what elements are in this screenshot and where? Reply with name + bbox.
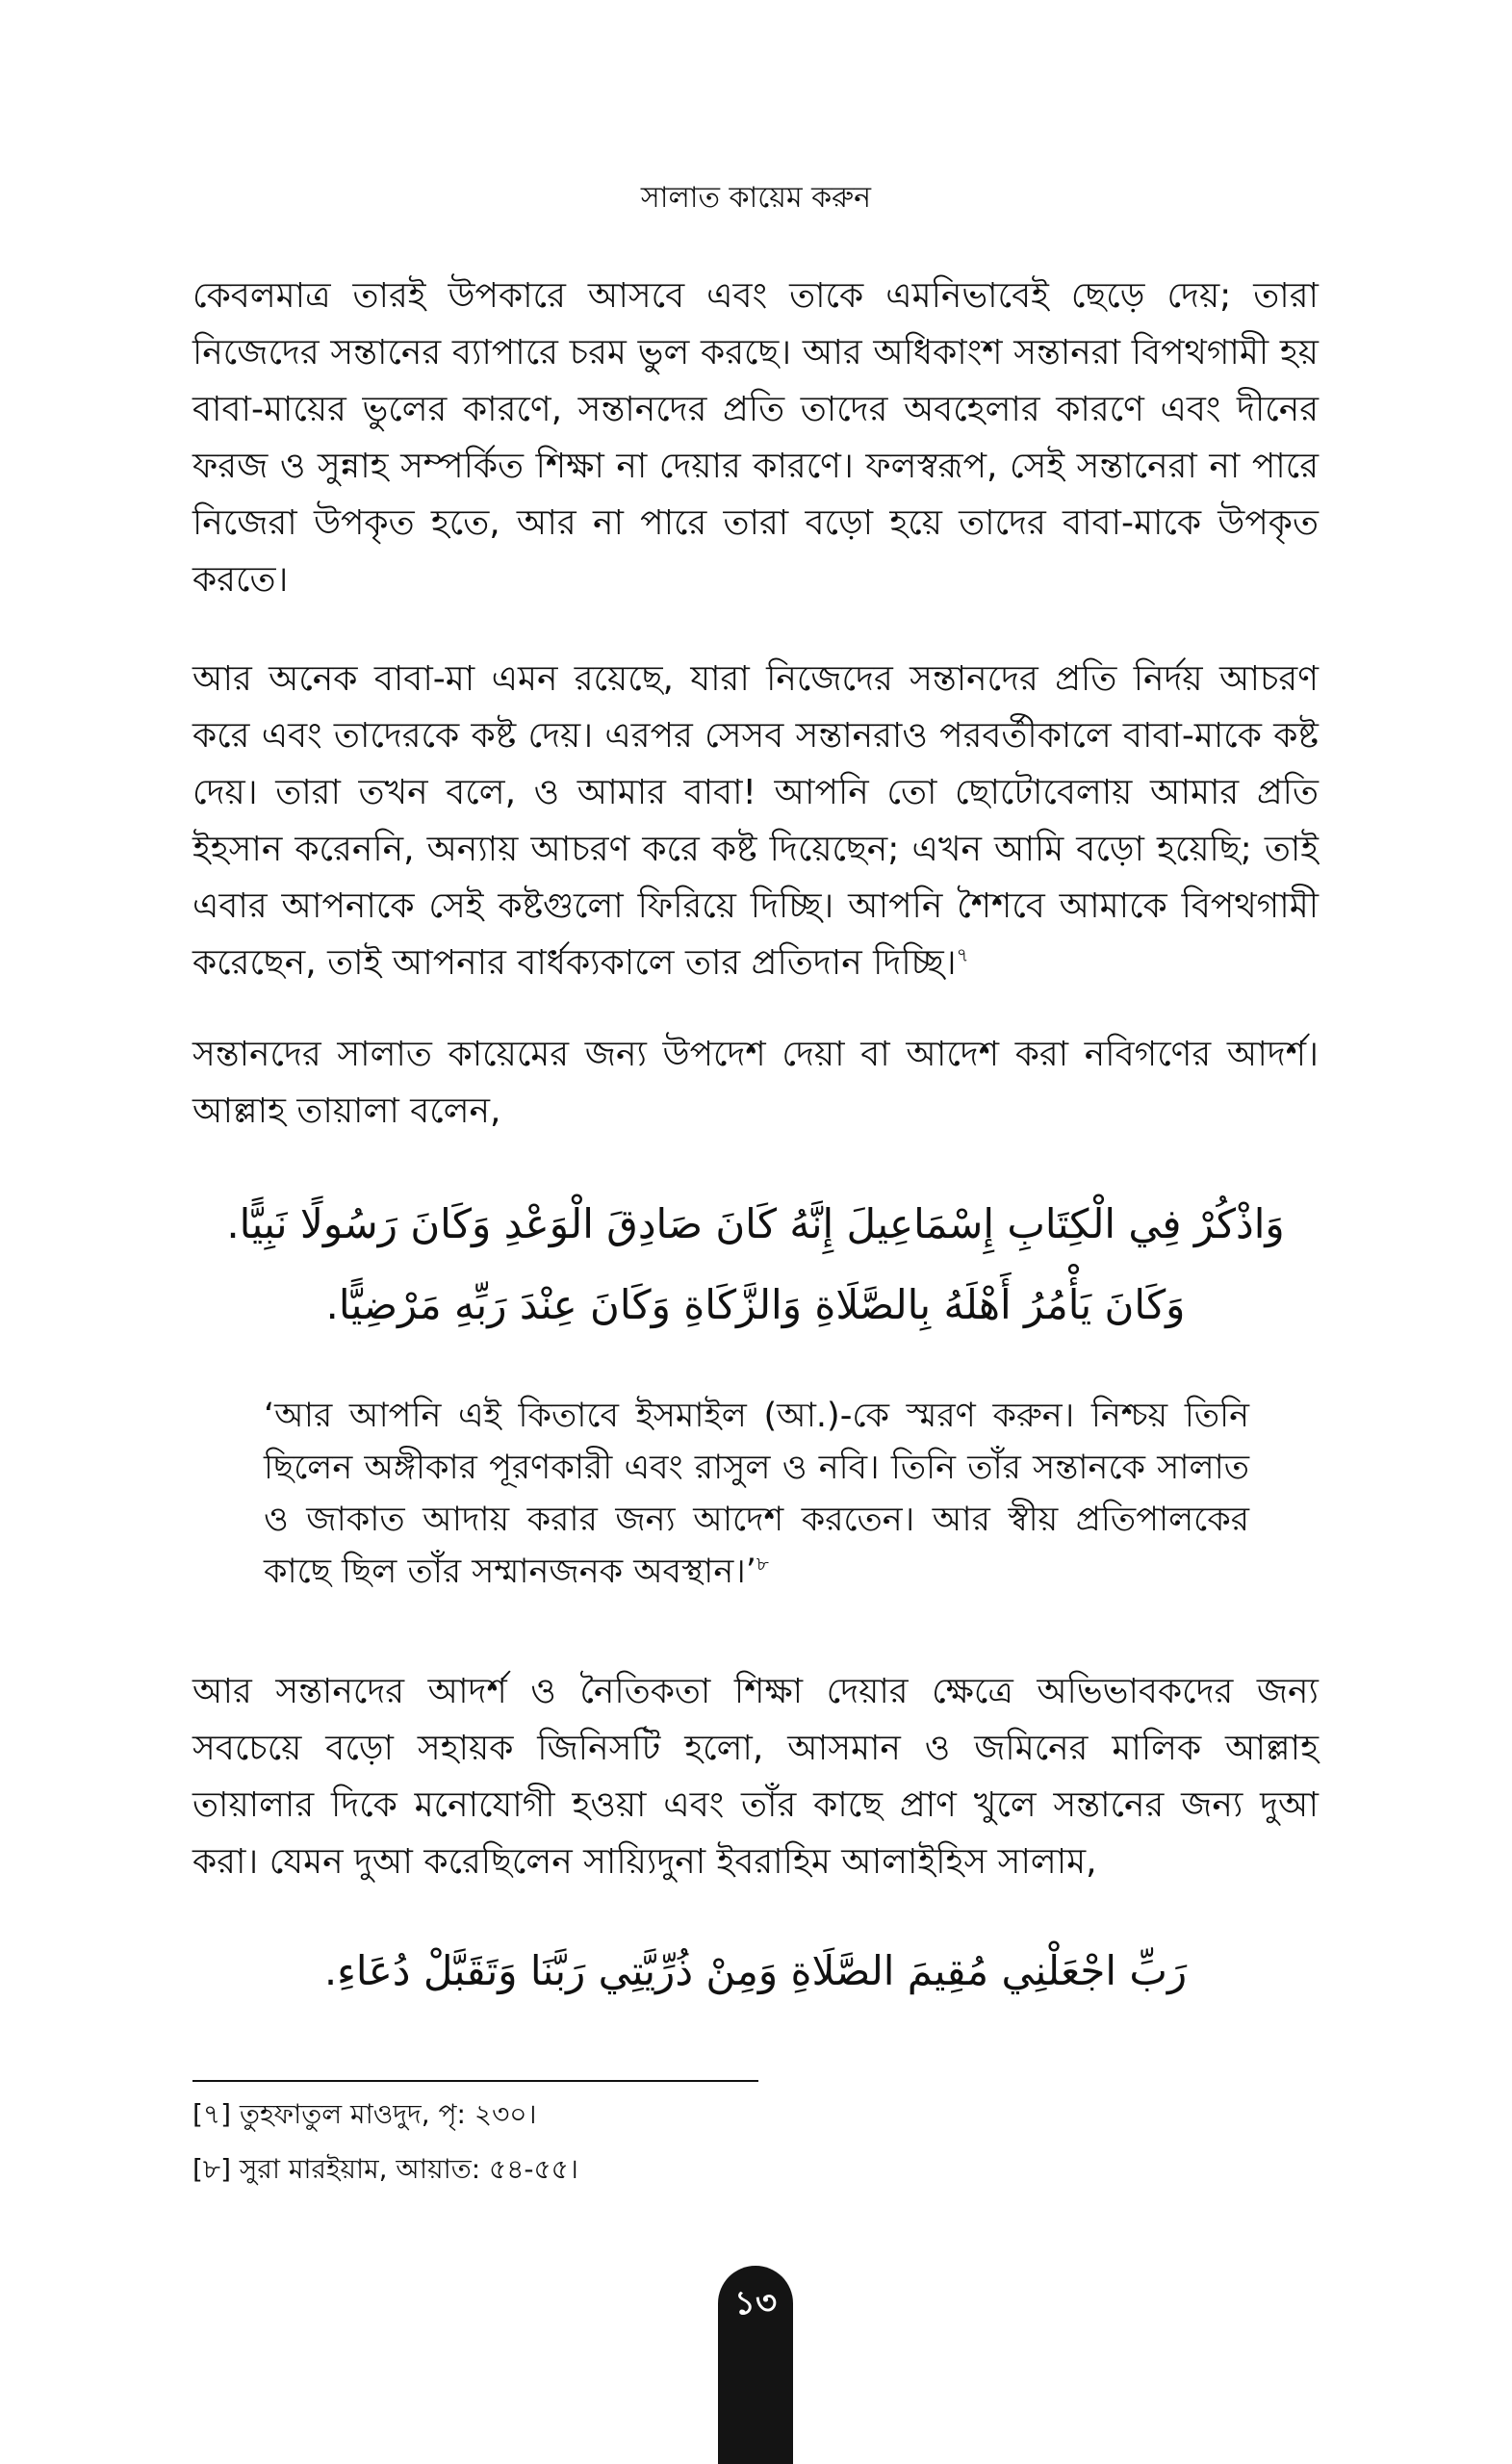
footnote-8: [৮] সুরা মারইয়াম, আয়াত: ৫৪-৫৫।	[192, 2153, 578, 2185]
footnote-divider	[192, 2080, 758, 2082]
footnote-ref-7: ৭	[956, 943, 969, 966]
footnote-7: [৭] তুহফাতুল মাওদুদ, পৃ: ২৩০।	[192, 2098, 537, 2130]
arabic-verse-line-1: وَاذْكُرْ فِي الْكِتَابِ إِسْمَاعِيلَ إِنَّهُ كَانَ صَادِقَ الْوَعْدِ وَكَانَ رَسُولًا نَبِيًّا.	[226, 1200, 1285, 1247]
paragraph-4: আর সন্তানদের আদর্শ ও নৈতিকতা শিক্ষা দেয়ার ক্ষেত্রে অভিভাবকদের জন্য সবচেয়ে বড়ো সহায়ক জিনিসটি হলো, আসমান ও জমিনের মালিক আল্লাহ তায়ালার দিকে মনোযোগী হওয়া এবং তাঁর কাছে প্রাণ খুলে সন্তানের জন্য দুআ করা। যেমন দুআ করেছিলেন সায়্যিদুনা ইবরাহিম আলাইহিস সালাম,	[192, 1672, 1319, 1882]
paragraph-3: সন্তানদের সালাত কায়েমের জন্য উপদেশ দেয়া বা আদেশ করা নবিগণের আদর্শ। আল্লাহ তায়ালা বলেন,	[192, 1035, 1319, 1131]
paragraph-1: কেবলমাত্র তারই উপকারে আসবে এবং তাকে এমনিভাবেই ছেড়ে দেয়; তারা নিজেদের সন্তানের ব্যাপারে চরম ভুল করছে। আর অধিকাংশ সন্তানরা বিপথগামী হয় বাবা-মায়ের ভুলের কারণে, সন্তানদের প্রতি তাদের অবহেলার কারণে এবং দীনের ফরজ ও সুন্নাহ সম্পর্কিত শিক্ষা না দেয়ার কারণে। ফলস্বরূপ, সেই সন্তানেরা না পারে নিজেরা উপকৃত হতে, আর না পারে তারা বড়ো হয়ে তাদের বাবা-মাকে উপকৃত করতে।	[192, 276, 1319, 600]
verse-translation-quote	[264, 1390, 1249, 1598]
arabic-verse-line-2: وَكَانَ يَأْمُرُ أَهْلَهُ بِالصَّلَاةِ وَالزَّكَاةِ وَكَانَ عِنْدَ رَبِّهِ مَرْضِيًّا.	[325, 1281, 1186, 1328]
paragraph-2	[192, 651, 1319, 991]
paragraph-2-text: আর অনেক বাবা-মা এমন রয়েছে, যারা নিজেদের সন্তানদের প্রতি নির্দয় আচরণ করে এবং তাদেরকে কষ্ট দেয়। এরপর সেসব সন্তানরাও পরবর্তীকালে বাবা-মাকে কষ্ট দেয়। তারা তখন বলে, ও আমার বাবা! আপনি তো ছোটোবেলায় আমার প্রতি ইহসান করেননি, অন্যায় আচরণ করে কষ্ট দিয়েছেন; এখন আমি বড়ো হয়েছি; তাই এবার আপনাকে সেই কষ্টগুলো ফিরিয়ে দিচ্ছি। আপনি শৈশবে আমাকে বিপথগামী করেছেন, তাই আপনার বার্ধক্যকালে তার প্রতিদান দিচ্ছি।	[192, 659, 1319, 983]
running-head-title: সালাত কায়েম করুন	[640, 181, 872, 215]
footnote-ref-8: ৮	[756, 1552, 769, 1576]
arabic-dua-line: رَبِّ اجْعَلْنِي مُقِيمَ الصَّلَاةِ وَمِنْ ذُرِّيَّتِي رَبَّنَا وَتَقَبَّلْ دُعَاءِ.	[323, 1947, 1188, 1994]
page-number-tab	[718, 2266, 793, 2464]
quote-text: ‘আর আপনি এই কিতাবে ইসমাইল (আ.)-কে স্মরণ করুন। নিশ্চয় তিনি ছিলেন অঙ্গীকার পূরণকারী এবং রাসুল ও নবি। তিনি তাঁর সন্তানকে সালাত ও জাকাত আদায় করার জন্য আদেশ করতেন। আর স্বীয় প্রতিপালকের কাছে ছিল তাঁর সম্মানজনক অবস্থান।’	[264, 1397, 1249, 1591]
page-number: ১৩	[733, 2284, 778, 2323]
